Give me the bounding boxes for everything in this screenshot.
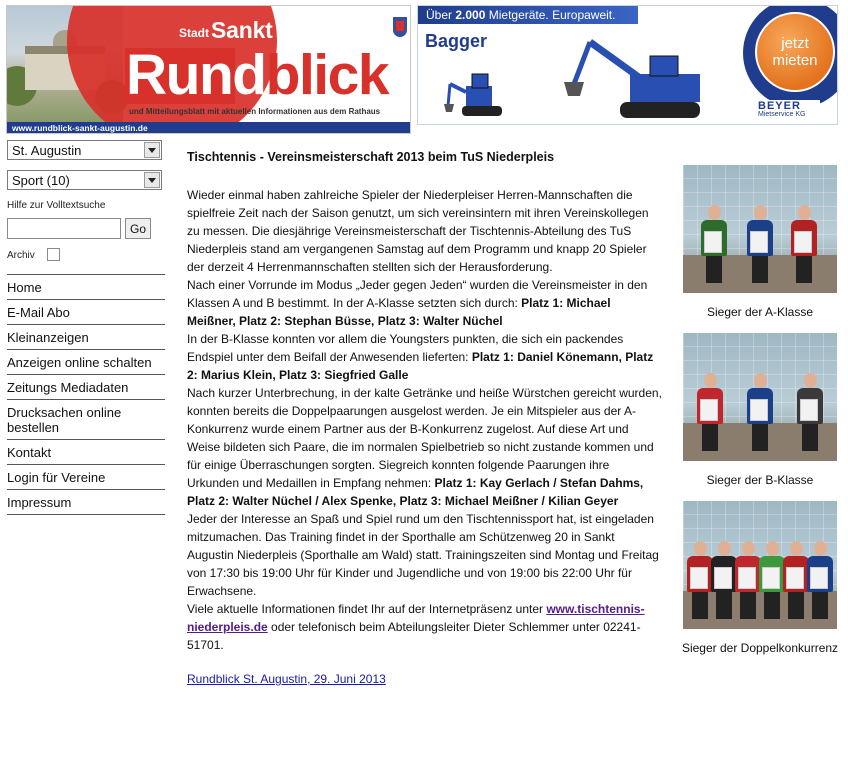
excavator-small-icon xyxy=(444,66,524,121)
chevron-down-icon[interactable] xyxy=(144,172,160,188)
category-select[interactable] xyxy=(7,170,162,190)
winners-photo[interactable] xyxy=(683,333,837,461)
article-results: Platz 1: Kay Gerlach / Stefan Dahms, Platz 2: Walter Nüchel / Alex Spenke, Platz 3: Michael Meißner / Kilian Geyer xyxy=(187,476,644,508)
rent-now-line-2: mieten xyxy=(772,52,818,69)
nav-item-kontakt[interactable]: Kontakt xyxy=(7,440,165,465)
article-text: oder telefonisch beim Abteilungsleiter Dieter Schlemmer unter 02241-51701. xyxy=(187,620,641,652)
location-select-value: St. Augustin xyxy=(12,143,82,158)
article-paragraph xyxy=(187,276,662,330)
site-banner[interactable] xyxy=(6,5,411,134)
sidebar xyxy=(7,140,165,515)
nav-item-drucksachen[interactable]: Drucksachen online bestellen xyxy=(7,400,165,440)
location-select[interactable] xyxy=(7,140,162,160)
city-name: Sankt Augustin xyxy=(211,17,377,43)
nav-item-anzeigen-online[interactable]: Anzeigen online schalten xyxy=(7,350,165,375)
article-paragraph: Wieder einmal haben zahlreiche Spieler der Niederpleiser Herren-Mannschaften die spielfreie Zeit nach der Saison genutzt, um sich vereinsintern mit ihren Vereinskollegen zu messen. Die diesjährige Vereinsmeisterschaft der Tischtennis-Abteilung des TuS Niederpleis stand am vergangenen Samstag auf dem Programm und knapp 20 Spieler der derzeit 4 Herrenmannschaften stellten sich der Herausforderung. xyxy=(187,188,649,274)
nav-item-impressum[interactable]: Impressum xyxy=(7,490,165,515)
ad-claim-bar xyxy=(418,6,638,24)
article-results: Platz 1: Daniel Könemann, Platz 2: Marius Klein, Platz 3: Siegfried Galle xyxy=(187,350,654,382)
article-paragraph: Jeder der Interesse an Spaß und Spiel rund um den Tischtennissport hat, ist eingeladen mitzumachen. Das Training findet in der Sporthalle am Schützenweg 20 in Sankt Augustin Niederpleis (Sporthalle am Wald) statt. Trainingszeiten sind Montag und Freitag von 17:30 bis 19:00 Uhr für Kinder und Jugendliche und von 19:00 bis 22:00 Uhr für Erwachsene. xyxy=(187,512,659,598)
nav-item-kleinanzeigen[interactable]: Kleinanzeigen xyxy=(7,325,165,350)
excavator-large-icon xyxy=(560,34,710,124)
nav-item-home[interactable]: Home xyxy=(7,275,165,300)
article-body xyxy=(187,186,662,654)
winners-photo[interactable] xyxy=(683,165,837,293)
photo-block-doppel xyxy=(675,501,845,655)
source-link[interactable]: Rundblick St. Augustin, 29. Juni 2013 xyxy=(187,672,386,686)
nav-item-mediadaten[interactable]: Zeitungs Mediadaten xyxy=(7,375,165,400)
article-text: Nach einer Vorrunde im Modus „Jeder gegen Jeden“ wurden die Vereinsmeister in den Klassen A und B bestimmt. In der A-Klasse setzten sich durch: xyxy=(187,278,648,310)
article-paragraph xyxy=(187,330,662,384)
archive-label: Archiv xyxy=(7,250,35,261)
main-navigation xyxy=(7,274,165,515)
photo-caption: Sieger der B-Klasse xyxy=(706,473,814,487)
search-input[interactable] xyxy=(7,218,121,239)
rental-advertisement[interactable] xyxy=(417,5,838,125)
brand-title-part-b: blick xyxy=(265,43,389,107)
advertiser-logo xyxy=(756,100,820,122)
tagline: und Mitteilungsblatt mit aktuellen Informationen aus dem Rathaus xyxy=(129,107,381,116)
photo-block-a-klasse xyxy=(675,165,845,319)
photo-caption: Sieger der Doppelkonkurrenz xyxy=(681,641,839,655)
ad-claim-prefix: Über xyxy=(426,8,453,22)
photo-block-b-klasse xyxy=(675,333,845,487)
article-paragraph xyxy=(187,384,662,510)
site-url-bar xyxy=(7,122,411,134)
article-title: Tischtennis - Vereinsmeisterschaft 2013 beim TuS Niederpleis xyxy=(187,150,555,164)
advertiser-logo-sub: Mietservice KG xyxy=(758,111,806,118)
archive-row xyxy=(7,246,165,266)
rent-now-line-1: jetzt xyxy=(781,35,809,52)
nav-item-login-vereine[interactable]: Login für Vereine xyxy=(7,465,165,490)
rent-now-label xyxy=(772,35,817,69)
brand-title-part-a: Rund xyxy=(126,43,266,107)
brand-title xyxy=(126,42,388,108)
photo-caption: Sieger der A-Klasse xyxy=(706,305,814,319)
ad-claim-suffix: Mietgeräte. Europaweit. xyxy=(488,8,616,22)
search-help-link[interactable]: Hilfe zur Volltextsuche xyxy=(7,200,106,211)
ad-claim-number: 2.000 xyxy=(455,8,486,22)
ad-claim xyxy=(426,8,615,22)
article-paragraph xyxy=(187,600,662,654)
advertiser-logo-name: BEYER xyxy=(758,100,801,112)
city-crest-icon xyxy=(392,16,408,38)
article-text: Nach kurzer Unterbrechung, in der kalte Getränke und heiße Würstchen gereicht wurden, konnten bereits die Doppelpaarungen ausgelost werden. Je ein Mitspieler aus der A-Konkurrenz wurde einem Partner aus der B-Konkurrenz zugelost. Auf diese Art und Weise bildeten sich Paare, die im normalen Spielbetrieb so nicht zustande kommen und für einige Überraschungen sorgten. Siegreich konnten folgende Paarungen ihre Urkunden und Medaillen in Empfang nehmen: xyxy=(187,386,662,490)
nav-item-email-abo[interactable]: E-Mail Abo xyxy=(7,300,165,325)
article-text: In der B-Klasse konnten vor allem die Youngsters punkten, die sich ein packendes Endspiel unter dem Beifall der Anwesenden lieferten: xyxy=(187,332,624,364)
article-results: Platz 1: Michael Meißner, Platz 2: Stephan Büsse, Platz 3: Walter Nüchel xyxy=(187,296,611,328)
article-text: Viele aktuelle Informationen findet Ihr auf der Internetpräsenz unter xyxy=(187,602,547,616)
search-button[interactable]: Go xyxy=(125,218,151,239)
archive-checkbox[interactable] xyxy=(47,248,60,261)
category-select-value: Sport (10) xyxy=(12,173,70,188)
ad-product: Bagger xyxy=(425,31,488,51)
site-url: www.rundblick-sankt-augustin.de xyxy=(12,123,148,133)
winners-photo[interactable] xyxy=(683,501,837,629)
rent-now-button[interactable] xyxy=(755,12,835,92)
stadt-label: Stadt xyxy=(179,26,209,40)
search-row xyxy=(7,216,165,240)
article xyxy=(187,150,662,686)
club-website-link[interactable]: www.tischtennis-niederpleis.de xyxy=(187,602,645,634)
chevron-down-icon[interactable] xyxy=(144,142,160,158)
